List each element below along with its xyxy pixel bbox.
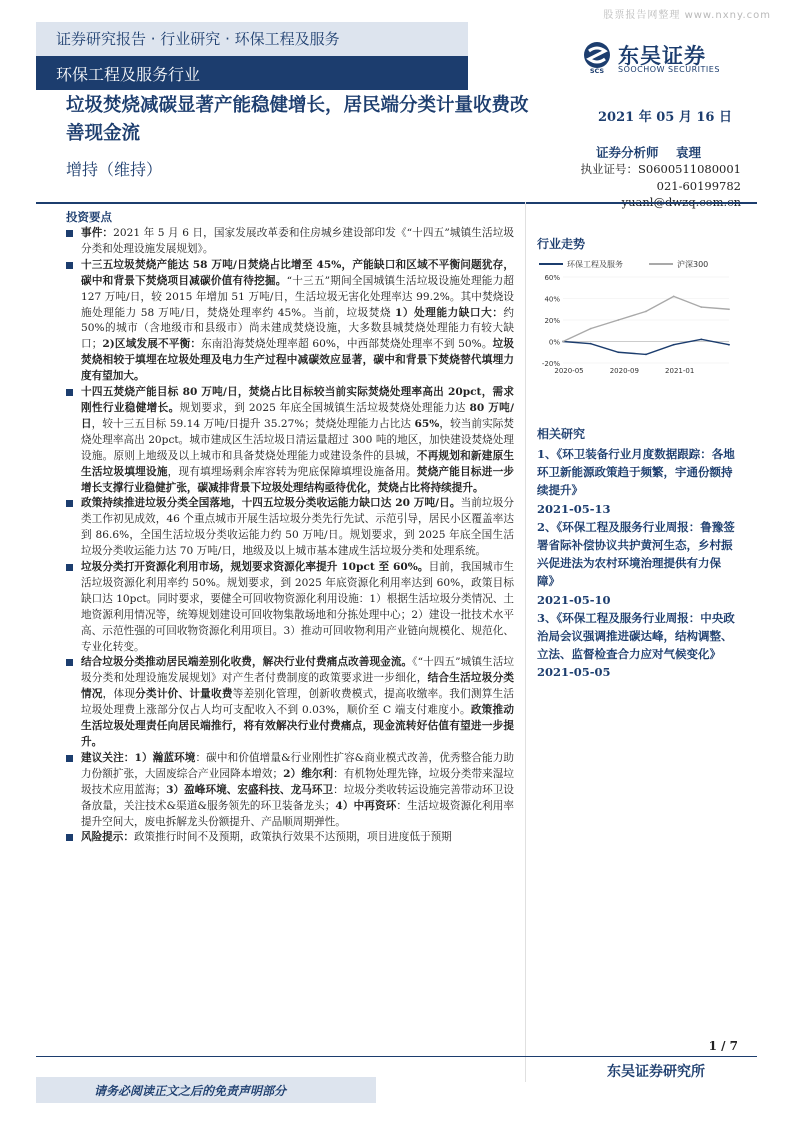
point-text-bold: 分类计价、计量收费	[135, 688, 233, 701]
footer-divider	[36, 1056, 757, 1057]
point-text-bold: 风险提示：	[81, 831, 134, 844]
point-text: 2021 年 5 月 6 日，国家发展改革委和住房城乡建设部印发《“十四五”城镇生活垃圾分类和处理设施发展规划》。	[81, 227, 515, 255]
point-text: ，现有填埋场剩余库容转为兜底保障填埋设施备用。	[167, 465, 417, 478]
data-point	[617, 351, 619, 353]
data-point	[673, 344, 675, 346]
svg-text:SCS: SCS	[589, 67, 605, 74]
bullet-square-icon	[66, 500, 73, 507]
analyst-name: 袁理	[675, 145, 701, 160]
data-point	[590, 343, 592, 345]
point-text: 东南沿海焚烧处理率超 60%，中西部焚烧处理率不到 50%。	[201, 338, 493, 351]
investment-point	[66, 385, 514, 496]
point-text: ，较当前实际焚烧处理率高出 20pct。城市建成区生活垃圾日清运量超过 300 吨的地区，加快建设焚烧处理设施。原则上地级及以上城市和具备焚烧处理能力或建设条件的县城，	[81, 417, 515, 462]
point-text: ，较十三五目标 59.14 万吨/日提升 35.27%；焚烧处理能力占比达	[91, 417, 415, 430]
point-text-bold: 事件：	[81, 227, 114, 239]
legend-label: 沪深300	[677, 260, 709, 269]
investment-point	[66, 258, 514, 385]
related-report-date: 2021-05-10	[537, 592, 611, 607]
data-point	[617, 319, 619, 321]
point-text-bold: 1）瀚蓝环境	[134, 751, 196, 764]
column-divider	[525, 202, 526, 1082]
data-point	[700, 306, 702, 308]
investment-point	[66, 655, 514, 750]
bullet-square-icon	[66, 659, 73, 666]
data-point	[728, 344, 730, 346]
series-line-hs300	[563, 296, 729, 341]
point-text: ：碳中和价值增量&行业刚性扩容&商业模式改善，优秀整合能力助力份额扩张，大固废综合产业园降本增效；	[81, 751, 515, 780]
rating: 增持（维持）	[66, 160, 163, 179]
bullet-square-icon	[66, 389, 73, 396]
point-text: ：垃圾分类收转运设施完善带动环卫设备放量，关注技术&渠道&服务领先的环卫装备龙头；	[81, 783, 515, 812]
analyst-license: 执业证号：S0600511080001	[580, 162, 741, 176]
point-text-bold: 十三五垃圾焚烧产能达 58 万吨/日焚烧占比增至 45%，产能缺口和区域不平衡问题犹存，碳中和背景下焚烧项目减碳价值有待挖掘。	[81, 258, 514, 287]
investment-point	[66, 751, 514, 831]
point-text: 目前，我国城市生活垃圾资源化利用率约 50%。规划要求，到 2025 年底资源化利用率达到 60%，政策目标缺口达 10pct。同时要求，要健全可回收物资源化利用设施：1）根据生活垃圾分类情况、土地资源利用情况等，统筹规划建设可回收物集散场地和分拣处理中心；2）建设一批技术水平高、示范性强的可回收物资源化利用项目。3）推动可回收物利用产业链向规模化、规范化、专业化转变。	[81, 561, 514, 653]
point-text: 等差别化管理，创新收费模式，提高收缴率。我们测算生活垃圾处理费上涨部分仅占人均可支配收入不到 0.03%，顺价至 C 端支付难度小。	[81, 688, 515, 717]
y-tick-label: 0%	[548, 338, 560, 347]
related-report-title[interactable]: 3、《环保工程及服务行业周报：中央政治局会议强调推进碳达峰，结构调整、立法、监督检查合力应对气候变化》	[537, 610, 735, 662]
related-research-list	[537, 445, 737, 682]
legend-label: 环保工程及服务	[567, 260, 623, 269]
related-report-date: 2021-05-05	[537, 665, 611, 680]
point-text: ：有机物处理先锋，垃圾分类带来湿垃圾技术应用蓝海；	[81, 767, 515, 796]
analyst-phone: 021-60199782	[656, 178, 741, 193]
point-text-bold: 焚烧产能目标进一步增长支撑行业稳健扩张，碳减排背景下垃圾处理结构亟待优化，焚烧占比将持续提升。	[81, 465, 515, 494]
point-text-bold: 4）中再资环	[335, 799, 397, 812]
disclaimer-notice: 请务必阅读正文之后的免责声明部分	[36, 1077, 376, 1103]
data-point	[562, 341, 564, 343]
x-tick-label: 2020-05	[554, 367, 584, 375]
data-point	[700, 338, 702, 340]
y-tick-label: 20%	[544, 317, 560, 325]
point-text-bold: 1）处理能力缺口大：	[395, 306, 504, 319]
trend-title: 行业走势	[537, 237, 586, 251]
x-tick-label: 2020-09	[609, 367, 639, 375]
point-text-bold: 2)区域发展不平衡：	[102, 338, 202, 351]
y-tick-label: 60%	[544, 274, 560, 282]
point-text: 约 50%的城市（含地级市和县级市）尚未建成焚烧设施，大多数县城焚烧处理能力有较大缺口；	[81, 306, 514, 351]
watermark: 股票报告网整理 www.nxny.com	[603, 10, 771, 21]
investment-point	[66, 560, 514, 655]
analyst-label: 证券分析师	[596, 145, 659, 160]
bullet-square-icon	[66, 755, 73, 762]
page-number: 1 / 7	[708, 1039, 738, 1053]
report-date: 2021 年 05 月 16 日	[598, 110, 732, 125]
bullet-square-icon	[66, 834, 73, 841]
data-point	[673, 295, 675, 297]
x-tick-label: 2021-01	[665, 367, 695, 375]
investment-point	[66, 496, 514, 560]
data-point	[645, 354, 647, 356]
point-text: “十三五”期间全国城镇生活垃圾设施处理能力超 127 万吨/日，较 2015 年增加 51 万吨/日，生活垃圾无害化处理率达 99.2%。其中焚烧设施处理能力 58 万吨/日，焚烧处理率约 45%。当前，垃圾焚烧	[81, 274, 514, 319]
trend-chart-svg	[537, 255, 737, 375]
y-tick-label: -20%	[541, 360, 560, 368]
institute-name: 东吴证券研究所	[607, 1064, 705, 1080]
point-text: 规划要求，到 2025 年底全国城镇生活垃圾焚烧处理能力达	[179, 401, 470, 414]
data-point	[645, 311, 647, 313]
y-tick-label: 40%	[544, 295, 560, 304]
investment-points	[66, 226, 514, 846]
point-text-bold: 80 万吨/日	[81, 401, 515, 430]
point-text-bold: 65%	[414, 417, 440, 430]
industry-trend-chart	[537, 255, 737, 375]
related-report-title[interactable]: 1、《环卫装备行业月度数据跟踪：各地环卫新能源政策趋于频繁，宇通份额持续提升》	[537, 447, 735, 498]
report-category-bar: 证券研究报告 · 行业研究 · 环保工程及服务	[36, 22, 468, 56]
industry-bar: 环保工程及服务行业	[36, 56, 468, 90]
report-title: 垃圾焚烧减碳显著产能稳健增长，居民端分类计量收费改善现金流	[66, 95, 529, 144]
related-report-title[interactable]: 2、《环保工程及服务行业周报：鲁豫签署省际补偿协议共护黄河生态，乡村振兴促进法为农村环境治理提供有力保障》	[537, 519, 735, 589]
point-text-bold: 十四五焚烧产能目标 80 万吨/日，焚烧占比目标较当前实际焚烧处理率高出 20pct，需求刚性行业稳健增长。	[81, 386, 514, 414]
point-text-bold: 垃圾分类打开资源化利用市场，规划要求资源化率提升 10pct 至 60%。	[81, 561, 429, 574]
point-text: 《“十四五”城镇生活垃圾分类和处理设施发展规划》对产生者付费制度的政策要求进一步细化，	[81, 656, 515, 685]
point-text: ：生活垃圾资源化利用率提升空间大，废电拆解龙头份额提升、产品顺周期弹性。	[81, 799, 515, 828]
investment-point	[66, 226, 514, 258]
point-text-bold: 3）盈峰环境、宏盛科技、龙马环卫	[166, 783, 334, 796]
point-text: 当前垃圾分类工作初见成效，46 个重点城市开展生活垃圾分类先行先试、示范引导，居民小区覆盖率达到 86.6%，全国生活垃圾分类收运能力约 50 万吨/日。规划要求，到 2025 年底全国生活垃圾分类收运能力达 70 万吨/日，地级及以上城市基本建成生活垃圾分类和处理系统。	[81, 497, 514, 558]
logo-text-en: SOOCHOW SECURITIES	[618, 65, 720, 74]
bullet-square-icon	[66, 230, 73, 237]
point-text: 政策推行时间不及预期，政策执行效果不达预期，项目进度低于预期	[133, 831, 452, 844]
logo-text-cn: 东吴证券	[618, 44, 706, 68]
point-text-bold: 垃圾焚烧相较于填埋在垃圾处理及电力生产过程中减碳效应显著，碳中和背景下焚烧替代填埋力度有望加大。	[81, 338, 515, 383]
logo-mark-icon	[580, 40, 614, 74]
analyst-line	[596, 143, 701, 161]
bullet-square-icon	[66, 262, 73, 269]
header-divider	[36, 202, 757, 204]
point-text-bold: 结合垃圾分类推动居民端差别化收费，解决行业付费痛点改善现金流。	[81, 656, 413, 669]
point-text-bold: 2）维尔利	[283, 767, 334, 780]
investment-point	[66, 830, 514, 846]
point-text-bold: 政策持续推进垃圾分类全国落地，十四五垃圾分类收运能力缺口达 20 万吨/日。	[81, 497, 461, 510]
related-report-date: 2021-05-13	[537, 501, 611, 516]
point-text-bold: 不再规划和新建原生生活垃圾填埋设施	[81, 449, 515, 478]
point-text-bold: 建议关注：	[81, 751, 135, 764]
data-point	[728, 308, 730, 310]
related-research-heading: 相关研究	[537, 427, 586, 441]
bullet-square-icon	[66, 564, 73, 571]
investment-points-heading: 投资要点	[66, 210, 112, 224]
company-logo	[580, 40, 750, 74]
point-text: ，体现	[102, 688, 136, 701]
data-point	[590, 328, 592, 330]
point-text-bold: 结合生活垃圾分类情况	[81, 672, 515, 701]
point-text-bold: 政策推动生活垃圾处理责任向居民端推行，将有效解决行业付费痛点，现金流转好估值有望进一步提升。	[81, 704, 515, 748]
